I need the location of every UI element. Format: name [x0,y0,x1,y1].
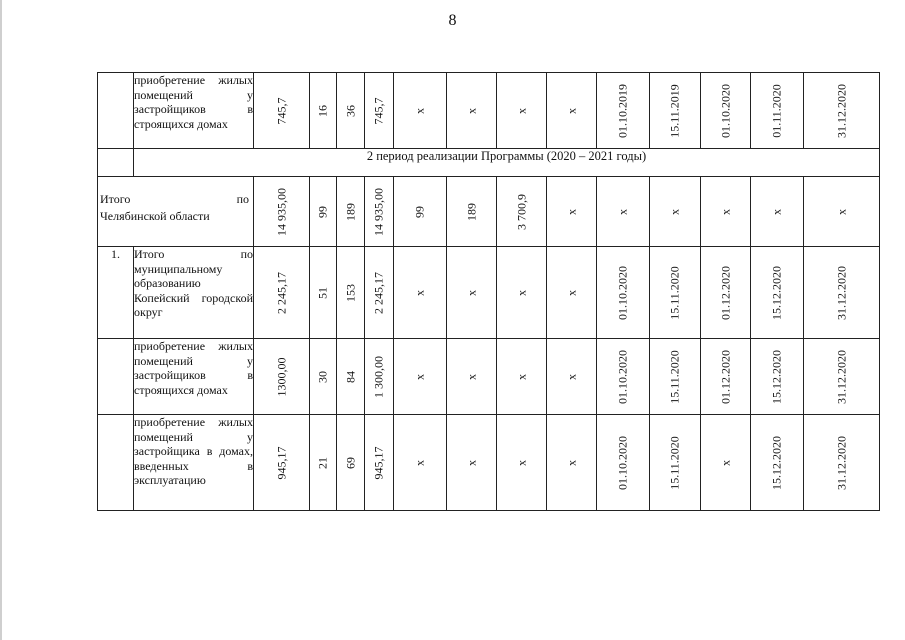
value-cell [254,339,310,415]
cell-value: 01.10.2019 [615,83,630,138]
cell-value: 189 [464,202,478,221]
value-cell [751,73,804,149]
cell-value: x [412,459,427,466]
cell-value: x [769,208,784,215]
cell-value: 30 [315,370,330,383]
value-cell [310,415,337,511]
value-cell [701,247,751,339]
value-cell [447,177,497,247]
cell-value: x [412,289,427,296]
value-cell [254,73,310,149]
value-cell [547,415,597,511]
value-cell [804,247,880,339]
cell-value: x [564,289,578,296]
table-row [98,73,880,149]
cell-value: x [464,373,478,380]
value-cell [751,247,804,339]
cell-value: 99 [412,205,427,218]
total-label-left: Итого [100,192,131,206]
value-cell [597,415,650,511]
value-cell [254,247,310,339]
value-cell [804,415,880,511]
total-label-cell [98,177,254,247]
value-cell [337,339,365,415]
value-cell [365,247,394,339]
value-cell [751,415,804,511]
value-cell [337,177,365,247]
value-cell [650,247,701,339]
cell-value: x [514,373,528,380]
cell-value: 15.11.2020 [667,435,682,490]
value-cell [547,177,597,247]
cell-value: 16 [315,104,330,117]
cell-value: 01.10.2020 [615,349,630,404]
cell-value: x [464,107,478,114]
value-cell [394,73,447,149]
value-cell [365,415,394,511]
value-cell [394,247,447,339]
value-cell [497,339,547,415]
value-cell [497,415,547,511]
cell-value: x [514,289,528,296]
value-cell [310,339,337,415]
value-cell [365,73,394,149]
cell-value: 2 245,17 [274,271,288,314]
row-number-cell [98,149,134,177]
value-cell [751,339,804,415]
cell-value: 745,7 [274,97,288,124]
value-cell [394,415,447,511]
cell-value: 15.12.2020 [769,435,784,490]
value-cell [751,177,804,247]
cell-value: x [667,208,682,215]
scan-edge-line [0,0,2,640]
cell-value: 1300,00 [274,357,288,396]
cell-value: 84 [343,370,357,383]
row-number: 1. [98,247,134,339]
value-cell [597,339,650,415]
value-cell [701,415,751,511]
value-cell [547,339,597,415]
row-number-cell [98,73,134,149]
value-cell [394,177,447,247]
value-cell [701,177,751,247]
cell-value: 1 300,00 [371,355,386,398]
value-cell [597,73,650,149]
value-cell [447,339,497,415]
total-row [98,177,880,247]
row-description: приобретение жилых помещений у застройщиков в строящихся домах [134,339,254,415]
cell-value: 01.10.2020 [615,435,630,490]
table-row [98,247,880,339]
cell-value: x [564,373,578,380]
value-cell [254,177,310,247]
cell-value: 36 [343,104,357,117]
cell-value: 21 [315,456,330,469]
cell-value: 15.12.2020 [769,265,784,320]
row-description: приобретение жилых помещений у застройщика в домах, введенных в эксплуатацию [134,415,254,511]
cell-value: 99 [315,205,330,218]
cell-value: 01.12.2020 [718,349,732,404]
value-cell [394,339,447,415]
cell-value: 51 [315,286,330,299]
cell-value: 153 [343,283,357,302]
value-cell [337,415,365,511]
cell-value: 945,17 [274,446,288,479]
value-cell [497,177,547,247]
value-cell [650,73,701,149]
row-number [98,339,134,415]
cell-value: x [615,208,630,215]
table-row [98,415,880,511]
total-label-rest: Челябинской области [100,209,210,223]
cell-value: 15.11.2020 [667,265,682,320]
value-cell [310,73,337,149]
value-cell [650,415,701,511]
value-cell [650,339,701,415]
value-cell [447,247,497,339]
value-cell [547,247,597,339]
cell-value: x [464,459,478,466]
cell-value: x [412,107,427,114]
value-cell [497,247,547,339]
value-cell [804,339,880,415]
cell-value: x [718,459,732,466]
value-cell [365,339,394,415]
row-number [98,415,134,511]
value-cell [337,247,365,339]
cell-value: 31.12.2020 [834,435,848,490]
cell-value: 14 935,00 [274,187,288,236]
cell-value: x [834,208,848,215]
cell-value: 01.12.2020 [718,265,732,320]
period-title: 2 период реализации Программы (2020 – 2021 годы) [134,149,880,177]
cell-value: x [564,107,578,114]
value-cell [497,73,547,149]
cell-value: 69 [343,456,357,469]
total-label-right: по [236,192,249,206]
cell-value: 01.11.2020 [769,83,784,138]
value-cell [337,73,365,149]
cell-value: 01.10.2020 [718,83,732,138]
value-cell [597,247,650,339]
period-row [98,149,880,177]
row-description: приобретение жилых помещений у застройщиков в строящихся домах [134,73,254,149]
value-cell [547,73,597,149]
value-cell [447,415,497,511]
cell-value: 14 935,00 [371,187,386,236]
value-cell [310,247,337,339]
cell-value: 15.11.2019 [667,83,682,138]
value-cell [701,339,751,415]
cell-value: x [564,459,578,466]
cell-value: 745,7 [371,97,386,124]
cell-value: 31.12.2020 [834,349,848,404]
cell-value: x [564,208,578,215]
cell-value: 189 [343,202,357,221]
page-number: 8 [448,12,457,29]
value-cell [447,73,497,149]
cell-value: x [464,289,478,296]
value-cell [804,73,880,149]
cell-value: x [718,208,732,215]
value-cell [804,177,880,247]
cell-value: 3 700,9 [514,193,528,230]
value-cell [701,73,751,149]
table-row [98,339,880,415]
value-cell [365,177,394,247]
cell-value: 945,17 [371,446,386,479]
value-cell [650,177,701,247]
cell-value: x [514,107,528,114]
cell-value: 31.12.2020 [834,83,848,138]
cell-value: x [514,459,528,466]
value-cell [597,177,650,247]
cell-value: 01.10.2020 [615,265,630,320]
document-table [97,72,880,511]
row-description: Итого по муниципальному образованию Копейский городской округ [134,247,254,339]
cell-value: 2 245,17 [371,271,386,314]
cell-value: x [412,373,427,380]
value-cell [310,177,337,247]
cell-value: 31.12.2020 [834,265,848,320]
value-cell [254,415,310,511]
cell-value: 15.11.2020 [667,349,682,404]
cell-value: 15.12.2020 [769,349,784,404]
